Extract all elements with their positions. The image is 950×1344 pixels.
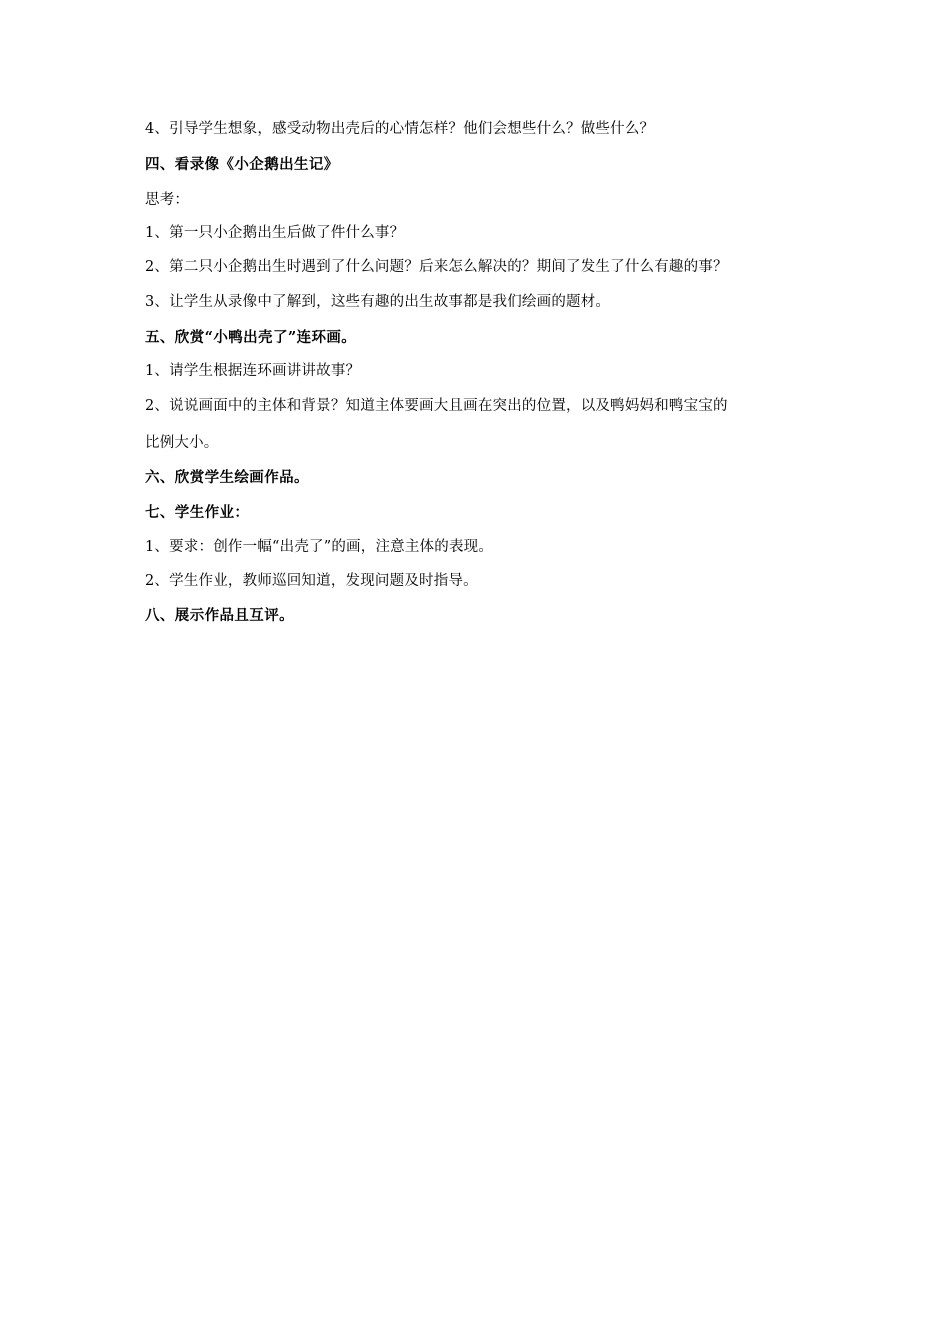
section-heading: 七、学生作业： (145, 504, 250, 521)
text-line: 1、第一只小企鹅出生后做了件什么事？ (145, 225, 405, 241)
text-line: 思考： (145, 192, 190, 208)
text-line: 4、引导学生想象，感受动物出壳后的心情怎样？他们会想些什么？做些什么？ (145, 121, 655, 137)
text-line: 2、学生作业，教师巡回知道，发现问题及时指导。 (145, 573, 478, 589)
text-line: 1、要求：创作一幅“出壳了”的画，注意主体的表现。 (145, 539, 494, 555)
section-heading: 八、展示作品且互评。 (145, 607, 294, 624)
text-line: 1、请学生根据连环画讲讲故事？ (145, 363, 361, 379)
text-line: 2、说说画面中的主体和背景？知道主体要画大且画在突出的位置，以及鸭妈妈和鸭宝宝的 (145, 398, 728, 414)
section-heading: 五、欣赏“小鸭出壳了”连环画。 (145, 329, 357, 346)
section-heading: 四、看录像《小企鹅出生记》 (145, 156, 339, 173)
text-line: 3、让学生从录像中了解到，这些有趣的出生故事都是我们绘画的题材。 (145, 294, 611, 310)
section-heading: 六、欣赏学生绘画作品。 (145, 469, 309, 486)
text-line: 比例大小。 (145, 435, 219, 451)
text-line: 2、第二只小企鹅出生时遇到了什么问题？后来怎么解决的？期间了发生了什么有趣的事？ (145, 259, 728, 275)
